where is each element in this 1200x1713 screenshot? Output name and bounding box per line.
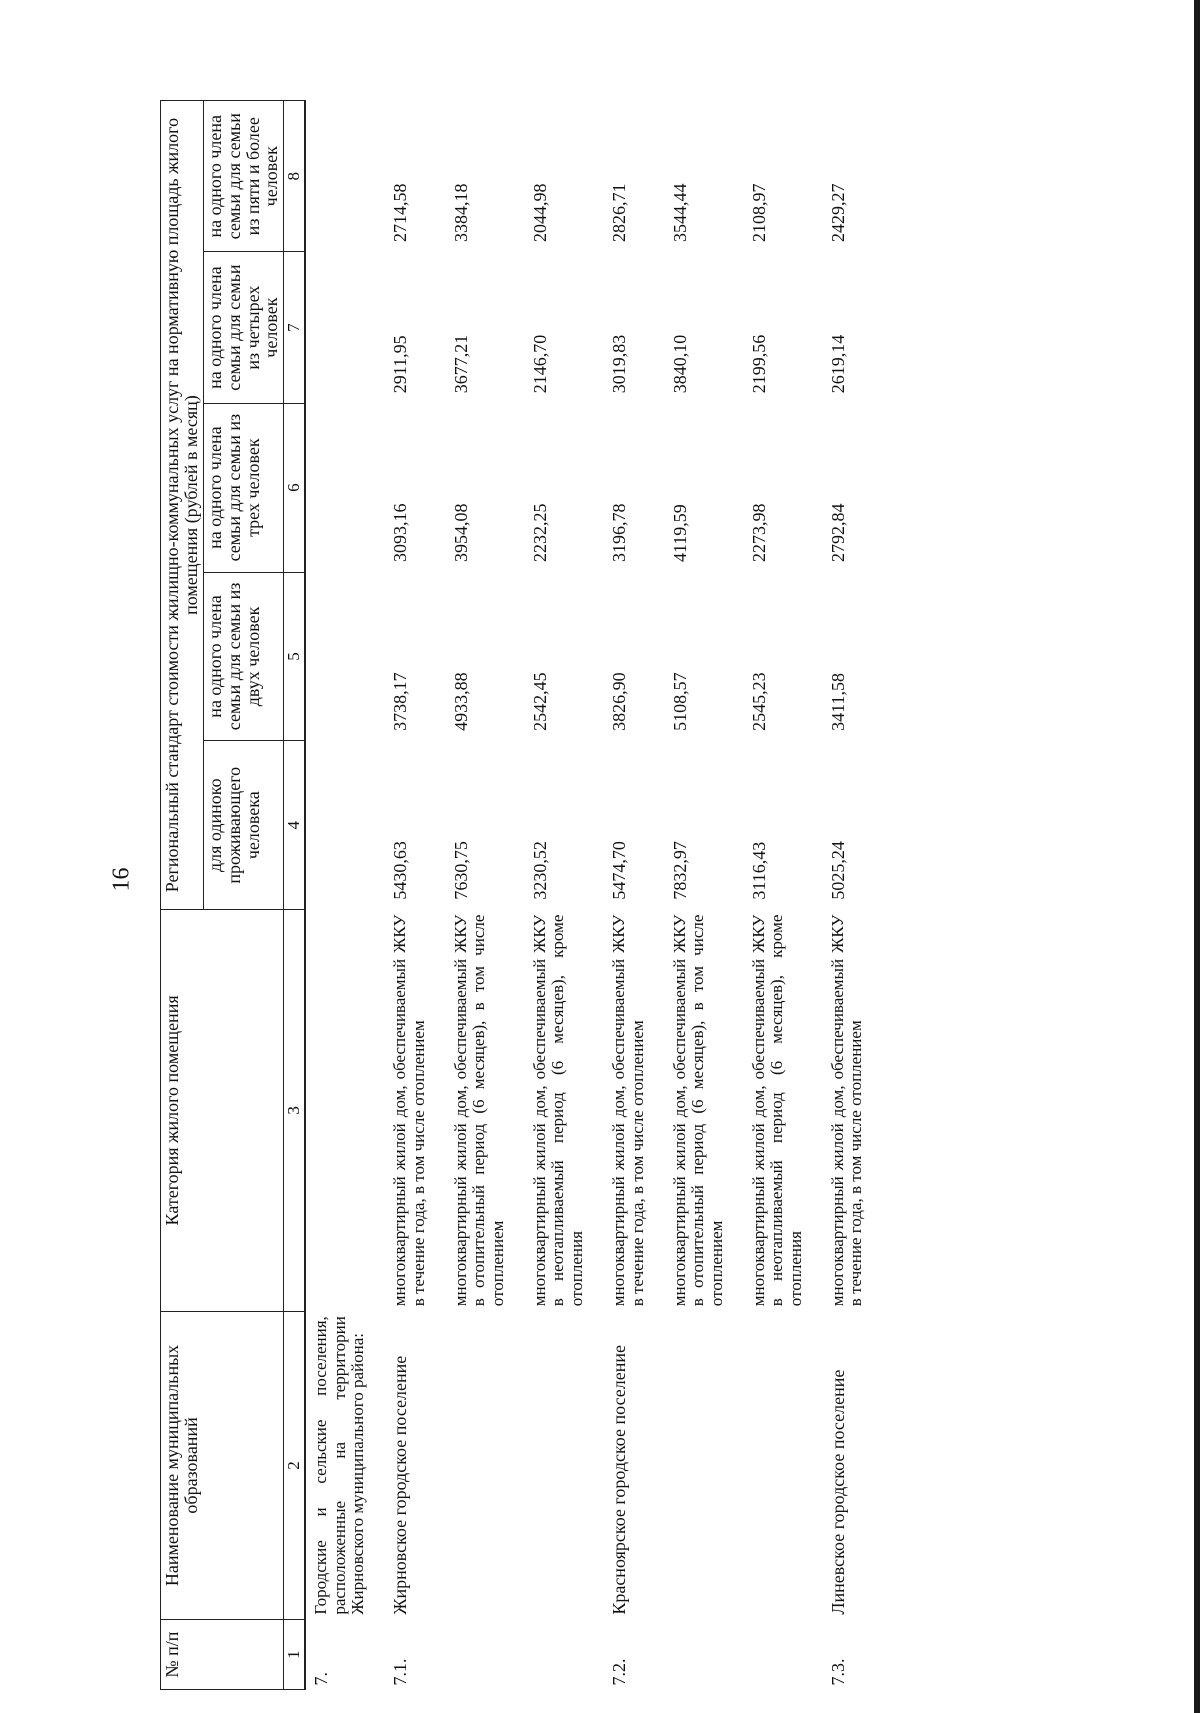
row-number: 7.3. [828, 1658, 849, 1686]
table-row [730, 101, 809, 1690]
header-category: Категория жилого помещения [161, 910, 284, 1312]
row-value: 2545,23 [748, 672, 769, 731]
row-value: 3384,18 [450, 183, 471, 242]
row-category: многоквартирный жилой дом, обеспечиваемый ЖКУ в отопительный период (6 месяцев), в том числе отоплением [669, 914, 726, 1307]
row-category: многоквартирный жилой дом, обеспечиваемый ЖКУ в течение года, в том числе отоплением [828, 914, 866, 1307]
table-row [809, 101, 870, 1690]
standards-table [160, 100, 870, 1690]
section-row [305, 101, 371, 1690]
column-number: 6 [284, 403, 305, 572]
header-sub: на одного члена семьи для семьи из пяти и более человек [203, 101, 284, 252]
row-value: 3826,90 [609, 672, 630, 731]
scan-edge [1194, 0, 1200, 1713]
row-value: 5430,63 [390, 841, 411, 900]
row-value: 2911,95 [390, 335, 411, 394]
row-value: 3738,17 [390, 672, 411, 731]
header-num: № п/п [161, 1620, 284, 1690]
row-value: 4933,88 [450, 672, 471, 731]
row-category: многоквартирный жилой дом, обеспечиваемый ЖКУ в течение года, в том числе отоплением [609, 914, 647, 1307]
row-name: Линевское городское поселение [828, 1369, 849, 1615]
column-number: 5 [284, 572, 305, 741]
header-sub: на одного члена семьи для семьи из двух человек [203, 572, 284, 741]
row-name [730, 1311, 809, 1619]
row-category: многоквартирный жилой дом, обеспечиваемый ЖКУ в течение года, в том числе отоплением [390, 914, 428, 1307]
table-row [590, 101, 651, 1690]
row-value: 3411,58 [828, 672, 849, 731]
column-number: 3 [284, 910, 305, 1312]
row-value: 3093,16 [390, 503, 411, 563]
table-row [511, 101, 590, 1690]
row-value: 2108,97 [748, 183, 769, 242]
row-value: 3677,21 [450, 334, 471, 394]
row-value: 2429,27 [828, 183, 849, 242]
row-number [651, 1620, 730, 1690]
row-value: 5474,70 [609, 841, 630, 900]
table-row [432, 101, 511, 1690]
row-value: 2273,98 [748, 503, 769, 563]
row-category: многоквартирный жилой дом, обеспечиваемый ЖКУ в неотапливаемый период (6 месяцев), кроме отопления [530, 914, 586, 1307]
table-row [371, 101, 432, 1690]
page-number: 16 [108, 867, 135, 892]
row-value: 2826,71 [609, 183, 630, 242]
column-number: 7 [284, 252, 305, 403]
row-value: 3840,10 [669, 334, 690, 394]
row-number [432, 1620, 511, 1690]
row-value: 5108,57 [669, 672, 690, 731]
row-value: 2792,84 [828, 503, 849, 563]
row-value: 3544,44 [669, 183, 690, 242]
row-value: 2542,45 [530, 672, 551, 731]
row-value: 3116,43 [748, 841, 769, 900]
table-header [161, 101, 306, 1690]
row-number [511, 1620, 590, 1690]
column-number: 2 [284, 1311, 305, 1619]
row-value: 2232,25 [530, 503, 551, 563]
section-number: 7. [311, 1672, 332, 1686]
column-number: 4 [284, 741, 305, 910]
row-category: многоквартирный жилой дом, обеспечиваемый ЖКУ в неотапливаемый период (6 месяцев), кроме отопления [748, 914, 805, 1307]
row-number: 7.2. [609, 1658, 630, 1686]
row-value: 3954,08 [450, 503, 471, 563]
row-name [432, 1311, 511, 1619]
row-value: 7832,97 [669, 841, 690, 900]
row-value: 4119,59 [669, 504, 690, 563]
header-group: Региональный стандарт стоимости жилищно-коммунальных услуг на нормативную площадь жилого помещения (рублей в месяц) [161, 101, 204, 910]
row-value: 7630,75 [450, 841, 471, 900]
row-value: 5025,24 [828, 841, 849, 900]
column-number: 8 [284, 101, 305, 252]
row-value: 2714,58 [390, 183, 411, 242]
header-name: Наименование муниципальных образований [161, 1311, 284, 1619]
row-value: 2044,98 [530, 183, 551, 242]
row-name [511, 1311, 590, 1619]
table-body [305, 101, 870, 1690]
header-sub: для одиноко проживающего человека [203, 741, 284, 910]
row-value: 2146,70 [530, 334, 551, 394]
row-name: Жирновское городское поселение [390, 1355, 411, 1615]
row-number: 7.1. [390, 1658, 411, 1686]
row-value: 3230,52 [530, 841, 551, 900]
rotated-page [160, 100, 1160, 1690]
header-sub: на одного члена семьи для семьи из четырех человек [203, 252, 284, 403]
table-row [651, 101, 730, 1690]
row-value: 3019,83 [609, 334, 630, 394]
row-name: Красноярское городское поселение [609, 1344, 630, 1615]
row-value: 2199,56 [748, 334, 769, 394]
section-name: Городские и сельские поселения, расположенные на территории Жирновского муниципального района: [311, 1316, 367, 1615]
row-value: 3196,78 [609, 503, 630, 563]
row-category: многоквартирный жилой дом, обеспечиваемый ЖКУ в отопительный период (6 месяцев), в том числе отоплением [450, 914, 507, 1307]
header-sub: на одного члена семьи для семьи из трех человек [203, 403, 284, 572]
row-name [651, 1311, 730, 1619]
row-value: 2619,14 [828, 334, 849, 394]
row-number [730, 1620, 809, 1690]
column-number: 1 [284, 1620, 305, 1690]
